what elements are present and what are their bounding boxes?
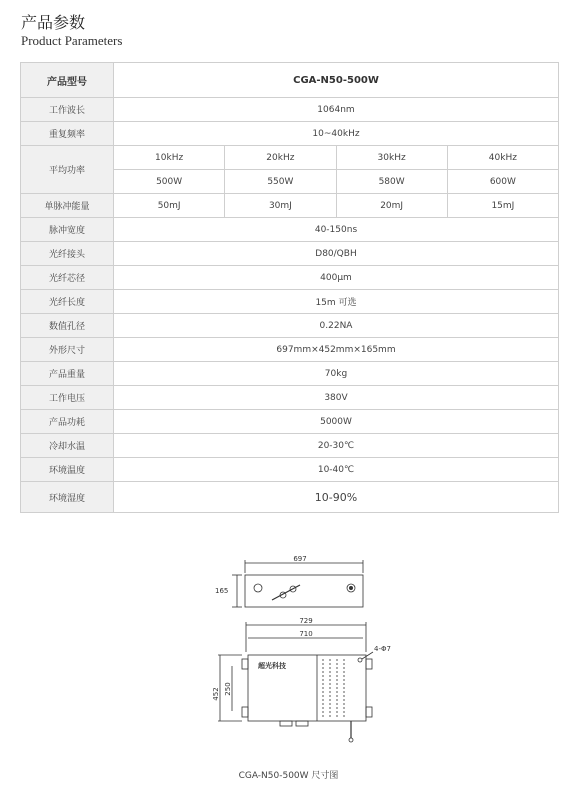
row-value: 400μm [114,266,559,290]
table-row [21,338,559,362]
parameters-table [20,62,559,513]
freq-cell: 30kHz [336,146,447,170]
energy-cell: 20mJ [336,194,447,218]
row-label: 工作电压 [21,386,114,410]
dim-label-697: 697 [293,555,307,563]
fiber-output-end [349,738,353,742]
row-value: 20-30℃ [114,434,559,458]
table-row [21,242,559,266]
top-view [218,622,373,742]
side-view [232,560,363,607]
power-cell: 600W [447,170,558,194]
row-value: 5000W [114,410,559,434]
table-row [21,314,559,338]
row-label: 重复频率 [21,122,114,146]
table-row-frequency [21,122,559,146]
row-value: 380V [114,386,559,410]
row-value: 697mm×452mm×165mm [114,338,559,362]
connector-block [280,721,292,726]
row-label: 单脉冲能量 [21,194,114,218]
table-row [21,410,559,434]
row-label: 产品重量 [21,362,114,386]
row-value: 10~40kHz [114,122,559,146]
connector-block [296,721,308,726]
leader-line [362,652,373,659]
table-row [21,434,559,458]
dim-label-729: 729 [299,617,313,625]
row-value: 10-40℃ [114,458,559,482]
freq-cell: 40kHz [447,146,558,170]
row-label: 产品功耗 [21,410,114,434]
row-value: 0.22NA [114,314,559,338]
row-value: D80/QBH [114,242,559,266]
row-label: 环境湿度 [21,482,114,513]
row-label: 工作波长 [21,98,114,122]
model-value: CGA-N50-500W [114,63,559,98]
row-label: 外形尺寸 [21,338,114,362]
section-title: 产品参数 [21,13,86,32]
dim-label-hole: 4-Φ7 [374,645,391,653]
table-row [21,266,559,290]
table-row-humidity [21,482,559,513]
port-center [349,586,352,589]
mounting-bracket [242,707,248,717]
side-view-body [245,575,363,607]
dim-label-250: 250 [224,682,232,696]
table-row-model [21,63,559,98]
energy-cell: 50mJ [114,194,225,218]
drawing-caption: CGA-N50-500W 尺寸图 [238,771,339,781]
brand-label: 超光科技 [258,662,286,670]
table-row-wavelength [21,98,559,122]
row-value: 1064nm [114,98,559,122]
table-row [21,290,559,314]
mounting-bracket [366,707,372,717]
row-value: 40-150ns [114,218,559,242]
energy-cell: 15mJ [447,194,558,218]
row-label: 数值孔径 [21,314,114,338]
section-subtitle: Product Parameters [21,33,123,48]
row-label: 光纤接头 [21,242,114,266]
row-label: 光纤长度 [21,290,114,314]
mounting-hole [358,658,362,662]
dim-label-710: 710 [299,630,313,638]
dim-label-165: 165 [215,587,229,595]
mounting-bracket [242,659,248,669]
row-label: 光纤芯径 [21,266,114,290]
dim-label-452: 452 [212,687,220,701]
port-circle [254,584,262,592]
row-label: 脉冲宽度 [21,218,114,242]
dimension-drawing [210,548,392,758]
fiber-cable [272,585,300,600]
freq-cell: 10kHz [114,146,225,170]
row-value: 10-90% [114,482,559,513]
table-row [21,386,559,410]
table-row [21,218,559,242]
power-cell: 580W [336,170,447,194]
row-value: 15m 可选 [114,290,559,314]
row-label: 平均功率 [21,146,114,194]
row-value: 70kg [114,362,559,386]
freq-cell: 20kHz [225,146,336,170]
mounting-bracket [366,659,372,669]
row-label: 冷却水温 [21,434,114,458]
row-label: 环境温度 [21,458,114,482]
power-cell: 500W [114,170,225,194]
power-cell: 550W [225,170,336,194]
table-row-pulse-energy [21,194,559,218]
table-row-avg-power-freq [21,146,559,170]
table-row [21,458,559,482]
table-row [21,362,559,386]
row-label: 产品型号 [21,63,114,98]
energy-cell: 30mJ [225,194,336,218]
